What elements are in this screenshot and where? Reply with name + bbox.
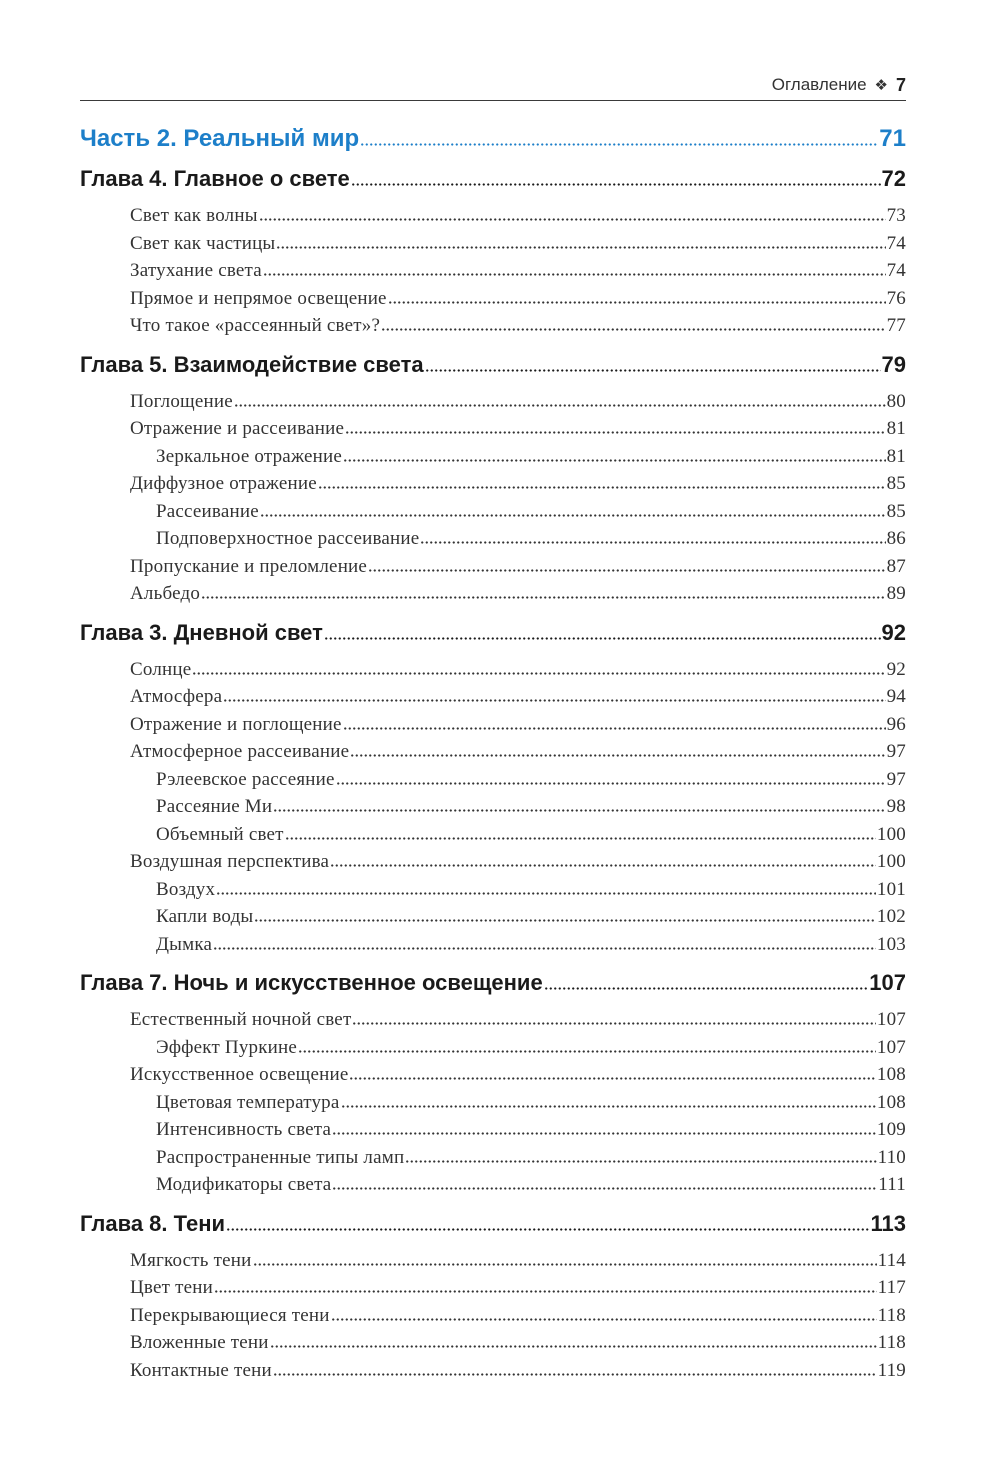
- dot-leader: [213, 931, 876, 950]
- toc-section-title: Рассеяние Ми: [156, 796, 273, 817]
- dot-leader: [318, 470, 886, 489]
- toc-section-page: 81: [886, 418, 906, 439]
- toc-section[interactable]: [80, 1357, 906, 1385]
- toc-section-title: Объемный свет: [156, 823, 284, 845]
- toc-section-page: 108: [876, 1091, 906, 1113]
- toc-section[interactable]: [80, 903, 906, 931]
- toc-section-page: 97: [886, 768, 906, 790]
- toc-section[interactable]: [80, 1089, 906, 1117]
- table-of-contents: [80, 122, 906, 1384]
- toc-section[interactable]: [80, 683, 906, 711]
- toc-section-page: 100: [876, 851, 906, 872]
- toc-section[interactable]: [80, 1247, 906, 1275]
- toc-section[interactable]: [80, 1144, 906, 1172]
- dot-leader: [388, 285, 886, 304]
- toc-section[interactable]: [80, 821, 906, 849]
- toc-section-title: Модификаторы света: [156, 1174, 332, 1195]
- toc-section-title: Пропускание и преломление: [130, 555, 368, 577]
- toc-section-title: Атмосферное рассеивание: [130, 741, 350, 762]
- running-header: [80, 70, 906, 101]
- toc-section[interactable]: [80, 931, 906, 959]
- toc-section-page: 100: [876, 823, 906, 845]
- toc-section-title: Воздух: [156, 878, 216, 900]
- dot-leader: [341, 1089, 876, 1108]
- toc-section-title: Свет как волны: [130, 205, 258, 226]
- toc-section-page: 76: [886, 287, 906, 309]
- toc-section[interactable]: [80, 793, 906, 821]
- dot-leader: [330, 848, 876, 867]
- toc-section-title: Воздушная перспектива: [130, 851, 330, 872]
- dot-leader: [336, 766, 886, 785]
- toc-section-page: 86: [886, 528, 906, 549]
- toc-section-page: 85: [886, 473, 906, 494]
- toc-chapter-title: Глава 4. Главное о свете: [80, 166, 350, 191]
- dot-leader: [192, 656, 885, 675]
- toc-section-page: 87: [886, 555, 906, 577]
- toc-section[interactable]: [80, 876, 906, 904]
- dot-leader: [360, 122, 878, 146]
- toc-section-title: Распространенные типы ламп: [156, 1146, 405, 1168]
- dot-leader: [343, 711, 886, 730]
- dot-leader: [349, 1061, 875, 1080]
- toc-section[interactable]: [80, 580, 906, 608]
- toc-section-title: Интенсивность света: [156, 1119, 332, 1140]
- dot-leader: [270, 1329, 877, 1348]
- toc-section[interactable]: [80, 1006, 906, 1034]
- toc-section-title: Искусственное освещение: [130, 1064, 349, 1085]
- dot-leader: [259, 202, 886, 221]
- toc-section[interactable]: [80, 1274, 906, 1302]
- toc-section-title: Диффузное отражение: [130, 473, 317, 494]
- dot-leader: [332, 1116, 876, 1135]
- dot-leader: [253, 1247, 877, 1266]
- toc-chapter-title: Глава 3. Дневной свет: [80, 619, 323, 645]
- toc-section-title: Свет как частицы: [130, 232, 276, 254]
- toc-section-title: Альбедо: [130, 583, 201, 604]
- dot-leader: [263, 257, 886, 276]
- toc-section-page: 98: [886, 796, 906, 817]
- toc-chapter[interactable]: [80, 1209, 906, 1247]
- toc-section-page: 92: [886, 658, 906, 680]
- toc-section[interactable]: [80, 443, 906, 471]
- header-title: Оглавление: [771, 75, 867, 94]
- toc-chapter[interactable]: [80, 618, 906, 656]
- toc-section-page: 107: [876, 1009, 906, 1030]
- toc-section-page: 101: [876, 878, 906, 900]
- toc-section-page: 81: [886, 445, 906, 467]
- toc-section-page: 74: [886, 260, 906, 281]
- toc-section[interactable]: [80, 1034, 906, 1062]
- toc-section[interactable]: [80, 257, 906, 285]
- toc-section-title: Отражение и поглощение: [130, 713, 342, 735]
- toc-section-page: 111: [878, 1174, 906, 1195]
- toc-section-title: Контактные тени: [130, 1359, 272, 1381]
- dot-leader: [273, 1357, 877, 1376]
- toc-section-page: 102: [876, 906, 906, 927]
- toc-section-page: 85: [886, 500, 906, 522]
- toc-section-title: Эффект Пуркине: [156, 1036, 298, 1058]
- toc-section[interactable]: [80, 848, 906, 876]
- toc-section-page: 107: [876, 1036, 906, 1058]
- toc-section[interactable]: [80, 285, 906, 313]
- toc-chapter-title: Глава 5. Взаимодействие света: [80, 351, 424, 377]
- toc-section[interactable]: [80, 498, 906, 526]
- part-title: Часть 2. Реальный мир: [80, 125, 360, 152]
- dot-leader: [343, 443, 886, 462]
- toc-section[interactable]: [80, 656, 906, 684]
- toc-part[interactable]: [80, 122, 906, 162]
- toc-section[interactable]: [80, 202, 906, 230]
- dot-leader: [425, 350, 881, 372]
- toc-section[interactable]: [80, 766, 906, 794]
- dot-leader: [381, 312, 886, 331]
- ornament-icon: ❖: [874, 77, 888, 94]
- toc-section-title: Что такое «рассеянный свет»?: [130, 315, 381, 336]
- toc-section[interactable]: [80, 553, 906, 581]
- dot-leader: [345, 415, 886, 434]
- toc-chapter-page: 107: [869, 970, 906, 995]
- dot-leader: [226, 1209, 869, 1231]
- toc-section-title: Дымка: [156, 933, 213, 955]
- toc-section-page: 109: [876, 1119, 906, 1140]
- dot-leader: [405, 1144, 876, 1163]
- toc-section[interactable]: [80, 738, 906, 766]
- toc-section-title: Подповерхностное рассеивание: [156, 528, 420, 549]
- toc-section-page: 108: [876, 1064, 906, 1085]
- toc-section-title: Отражение и рассеивание: [130, 418, 345, 439]
- toc-chapter-title: Глава 7. Ночь и искусственное освещение: [80, 970, 543, 995]
- toc-section-title: Солнце: [130, 658, 192, 680]
- dot-leader: [368, 553, 886, 572]
- toc-chapter-page: 72: [881, 166, 906, 191]
- part-page: 71: [879, 125, 906, 152]
- toc-section-title: Зеркальное отражение: [156, 445, 343, 467]
- toc-section-page: 77: [886, 315, 906, 336]
- toc-section-title: Естественный ночной свет: [130, 1009, 352, 1030]
- dot-leader: [216, 876, 876, 895]
- toc-chapter[interactable]: [80, 164, 906, 202]
- toc-section[interactable]: [80, 1302, 906, 1330]
- dot-leader: [331, 1302, 877, 1321]
- dot-leader: [223, 683, 885, 702]
- toc-section-page: 94: [886, 686, 906, 707]
- toc-section-page: 117: [877, 1277, 906, 1298]
- dot-leader: [351, 164, 881, 186]
- toc-section-page: 89: [886, 583, 906, 604]
- toc-section-title: Перекрывающиеся тени: [130, 1304, 330, 1326]
- toc-section[interactable]: [80, 230, 906, 258]
- toc-section[interactable]: [80, 1329, 906, 1357]
- toc-section[interactable]: [80, 388, 906, 416]
- toc-section-page: 118: [877, 1332, 906, 1353]
- toc-chapter[interactable]: [80, 968, 906, 1006]
- dot-leader: [285, 821, 876, 840]
- dot-leader: [201, 580, 886, 599]
- toc-section-title: Цвет тени: [130, 1277, 213, 1298]
- toc-section-page: 118: [877, 1304, 906, 1326]
- toc-section-title: Затухание света: [130, 260, 262, 281]
- toc-section-title: Рэлеевское рассеяние: [156, 768, 335, 790]
- header-page-number: 7: [895, 74, 906, 95]
- toc-chapter-page: 79: [881, 351, 906, 377]
- toc-section[interactable]: [80, 1171, 906, 1199]
- toc-section-page: 74: [886, 232, 906, 254]
- toc-section[interactable]: [80, 1061, 906, 1089]
- dot-leader: [276, 230, 885, 249]
- toc-section[interactable]: [80, 711, 906, 739]
- dot-leader: [214, 1274, 877, 1293]
- dot-leader: [234, 388, 886, 407]
- dot-leader: [298, 1034, 876, 1053]
- toc-section[interactable]: [80, 312, 906, 340]
- dot-leader: [332, 1171, 877, 1190]
- dot-leader: [420, 525, 885, 544]
- toc-chapter-page: 113: [870, 1210, 906, 1236]
- toc-section-title: Прямое и непрямое освещение: [130, 287, 387, 309]
- toc-section[interactable]: [80, 1116, 906, 1144]
- toc-section-title: Атмосфера: [130, 686, 223, 707]
- toc-section-title: Мягкость тени: [130, 1249, 252, 1271]
- toc-section-page: 110: [877, 1146, 906, 1168]
- dot-leader: [273, 793, 885, 812]
- chapter-list: [80, 164, 906, 1384]
- dot-leader: [254, 903, 875, 922]
- toc-chapter-title: Глава 8. Тени: [80, 1210, 226, 1236]
- dot-leader: [260, 498, 886, 517]
- toc-section[interactable]: [80, 470, 906, 498]
- toc-chapter[interactable]: [80, 350, 906, 388]
- toc-section-title: Капли воды: [156, 906, 254, 927]
- toc-chapter-page: 92: [881, 619, 906, 645]
- toc-section-page: 80: [886, 390, 906, 412]
- toc-section-title: Рассеивание: [156, 500, 259, 522]
- dot-leader: [350, 738, 885, 757]
- toc-section-page: 119: [877, 1359, 906, 1381]
- toc-section-title: Поглощение: [130, 390, 233, 412]
- toc-section-title: Цветовая температура: [156, 1091, 340, 1113]
- toc-section[interactable]: [80, 525, 906, 553]
- toc-section-title: Вложенные тени: [130, 1332, 269, 1353]
- toc-section-page: 73: [886, 205, 906, 226]
- toc-section-page: 114: [877, 1249, 906, 1271]
- toc-section-page: 96: [886, 713, 906, 735]
- toc-section-page: 97: [886, 741, 906, 762]
- toc-section-page: 103: [876, 933, 906, 955]
- dot-leader: [544, 968, 869, 990]
- dot-leader: [324, 618, 881, 640]
- dot-leader: [352, 1006, 875, 1025]
- toc-section[interactable]: [80, 415, 906, 443]
